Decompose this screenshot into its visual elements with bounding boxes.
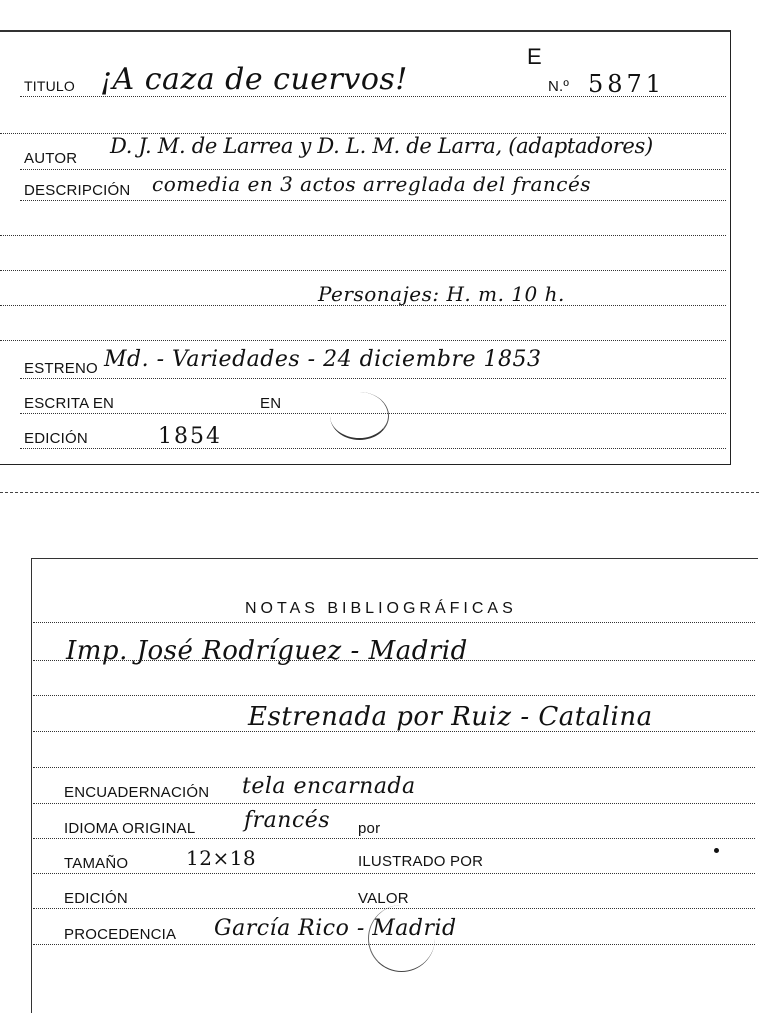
titulo-value: ¡A caza de cuervos! [100, 62, 408, 97]
dotted-rule [20, 200, 726, 201]
numero-label: N.º [548, 78, 570, 95]
estreno-value: Md. - Variedades - 24 diciembre 1853 [104, 347, 542, 372]
notas-header: NOTAS BIBLIOGRÁFICAS [245, 600, 517, 617]
letter-mark: E [527, 44, 542, 69]
valor-label: VALOR [358, 890, 409, 907]
procedencia-value: García Rico - Madrid [214, 916, 457, 941]
autor-value: D. J. M. de Larrea y D. L. M. de Larra, (adaptadores) [110, 134, 653, 158]
edicion-label: EDICIÓN [24, 430, 88, 447]
dotted-rule [33, 622, 755, 623]
ilustrado-label: ILUSTRADO POR [358, 853, 484, 870]
titulo-label: TITULO [24, 78, 75, 94]
notas-line2: Estrenada por Ruiz - Catalina [248, 702, 653, 732]
procedencia-label: PROCEDENCIA [64, 926, 177, 943]
dotted-rule [20, 448, 726, 449]
escrita-label: ESCRITA EN [24, 395, 115, 412]
encuadernacion-label: ENCUADERNACIÓN [64, 784, 210, 801]
dotted-rule [33, 838, 755, 839]
descripcion-label: DESCRIPCIÓN [24, 182, 131, 199]
dotted-rule [33, 803, 755, 804]
dotted-rule [33, 695, 755, 696]
ink-dot [714, 848, 719, 853]
edicion-label-bottom: EDICIÓN [64, 890, 128, 907]
por-label: por [358, 820, 381, 837]
en-label: EN [260, 395, 282, 412]
dotted-rule [33, 873, 755, 874]
idioma-label: IDIOMA ORIGINAL [64, 820, 196, 837]
dotted-rule [0, 270, 726, 271]
cut-line [0, 492, 759, 493]
descripcion-value: comedia en 3 actos arreglada del francés [152, 172, 592, 196]
idioma-value: francés [244, 808, 331, 833]
personajes-value: Personajes: H. m. 10 h. [318, 282, 565, 306]
tamano-value: 12×18 [186, 846, 257, 870]
tamano-label: TAMAÑO [64, 855, 129, 872]
ink-smudge [368, 905, 435, 972]
dotted-rule [33, 767, 755, 768]
dotted-rule [0, 340, 726, 341]
edicion-value: 1854 [158, 424, 222, 449]
dotted-rule [20, 169, 726, 170]
estreno-label: ESTRENO [24, 360, 98, 377]
encuadernacion-value: tela encarnada [242, 774, 416, 799]
dotted-rule [20, 378, 726, 379]
notas-line1: Imp. José Rodríguez - Madrid [66, 636, 468, 666]
numero-value: 5871 [588, 70, 666, 98]
autor-label: AUTOR [24, 150, 78, 167]
ink-smudge [330, 392, 389, 440]
dotted-rule [0, 235, 726, 236]
